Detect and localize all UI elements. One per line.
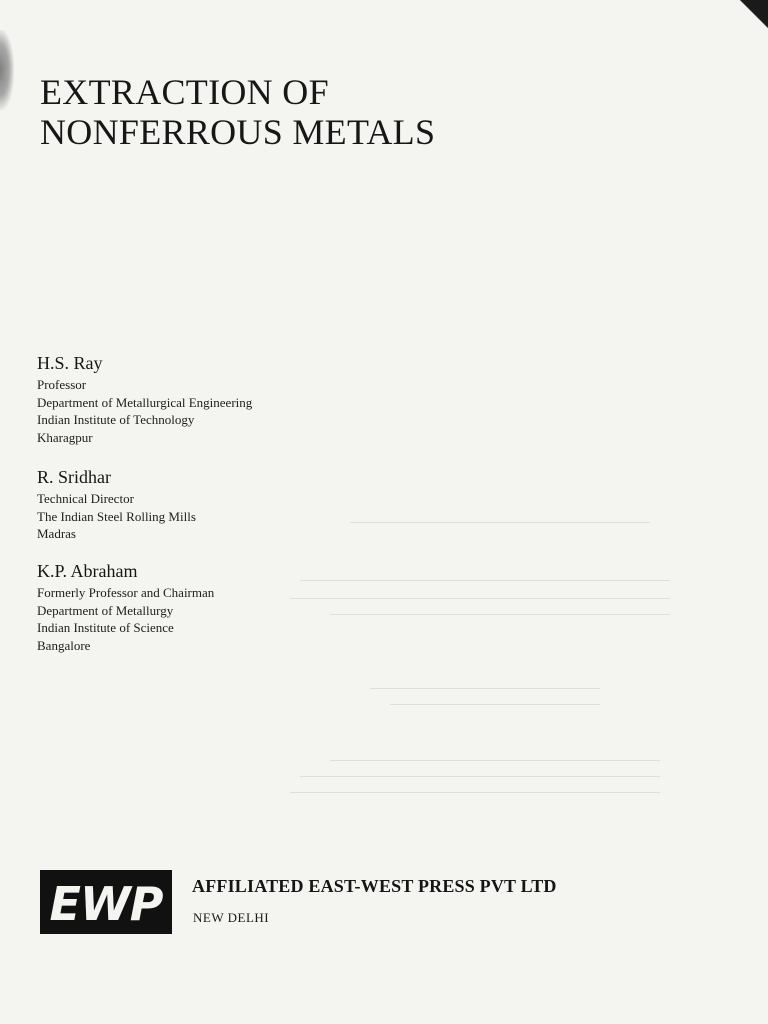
author-block-ray	[37, 352, 252, 446]
author-institution: The Indian Steel Rolling Mills	[37, 508, 196, 524]
publisher-logo-text: EWP	[49, 877, 163, 931]
author-institution: Indian Institute of Science	[37, 620, 174, 635]
show-through-line	[390, 704, 600, 705]
author-name: K.P. Abraham	[37, 561, 138, 581]
author-city: Bangalore	[37, 637, 91, 653]
show-through-line	[350, 522, 650, 523]
author-name: H.S. Ray	[37, 353, 103, 373]
author-title: Technical Director	[37, 491, 134, 506]
publisher-logo	[40, 870, 172, 934]
author-name: R. Sridhar	[37, 467, 111, 487]
show-through-line	[300, 580, 670, 581]
author-institution: Indian Institute of Technology	[37, 412, 195, 427]
author-department: Department of Metallurgical Engineering	[37, 394, 253, 410]
author-city: Kharagpur	[37, 429, 93, 445]
show-through-line	[290, 598, 670, 599]
book-title-line-1: EXTRACTION OF	[40, 72, 329, 112]
scan-artifact-corner	[730, 0, 768, 34]
show-through-line	[330, 614, 670, 615]
show-through-line	[370, 688, 600, 689]
scan-artifact-left	[0, 30, 14, 110]
book-title	[40, 72, 435, 152]
show-through-line	[290, 792, 660, 793]
author-block-abraham	[37, 560, 214, 654]
book-title-line-2: NONFERROUS METALS	[40, 112, 436, 152]
show-through-line	[330, 760, 660, 761]
publisher-name: AFFILIATED EAST-WEST PRESS PVT LTD	[192, 876, 557, 896]
author-city: Madras	[37, 526, 76, 541]
author-block-sridhar	[37, 466, 196, 543]
author-department: Department of Metallurgy	[37, 602, 174, 618]
show-through-line	[300, 776, 660, 777]
author-title: Professor	[37, 377, 87, 392]
publisher-city: NEW DELHI	[193, 910, 270, 925]
author-title: Formerly Professor and Chairman	[37, 585, 215, 600]
